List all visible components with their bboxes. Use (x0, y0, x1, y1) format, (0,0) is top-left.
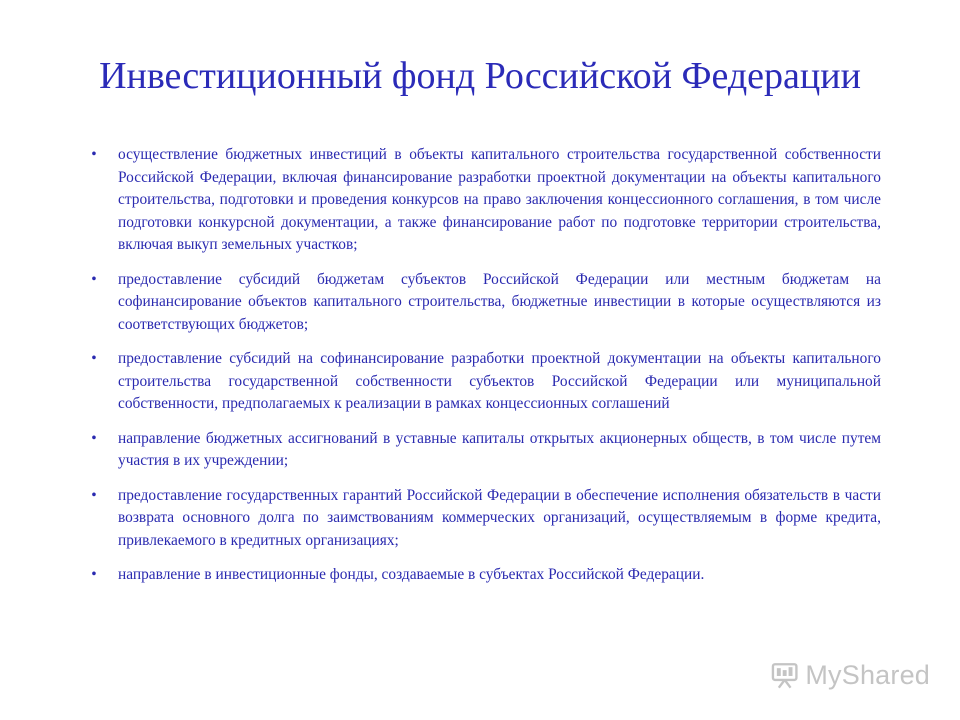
bullet-marker: • (91, 146, 97, 163)
bullet-item (91, 564, 881, 587)
bullet-text: предоставление государственных гарантий Российской Федерации в обеспечение исполнения обязательств в части возврата основного долга по заимствованиям коммерческих организаций, осуществляемым в форме кредита, привлекаемого в кредитных организациях; (118, 486, 881, 549)
bullet-text: предоставление субсидий на софинансирование разработки проектной документации на объекты капитального строительства государственной собственности субъектов Российской Федерации или муниципальной собственности, предполагаемых к реализации в рамках концессионных соглашений (118, 350, 881, 412)
bullet-marker: • (91, 429, 97, 447)
bullet-text: осуществление бюджетных инвестиций в объекты капитального строительства государственной собственности Российской Федерации, включая финансирование разработки проектной документации на объекты капитального строительства, подготовки и проведения конкурсов на право заключения концессионного соглашения, в том числе подготовки конкурсной документации, а также финансирование работ по подготовке территории строительства, включая выкуп земельных участков; (118, 146, 881, 253)
presentation-screen-icon (770, 660, 799, 690)
bullet-item (91, 485, 881, 553)
bullet-list (0, 144, 960, 599)
bullet-text: направление в инвестиционные фонды, создаваемые в субъектах Российской Федерации. (118, 566, 705, 583)
watermark-text: MyShared (805, 660, 930, 690)
bullet-item (91, 428, 881, 473)
bullet-item (91, 144, 881, 257)
myshared-watermark (770, 657, 930, 693)
bullet-marker: • (91, 270, 97, 288)
bullet-item (91, 348, 881, 416)
bullet-item (91, 269, 881, 337)
bullet-marker: • (91, 566, 97, 583)
bullet-text: предоставление субсидий бюджетам субъектов Российской Федерации или местным бюджетам на софинансирование объектов капитального строительства, бюджетные инвестиции в которые осуществляются из соответствующих бюджетов; (118, 270, 881, 333)
bullet-marker: • (91, 486, 97, 504)
bullet-marker: • (91, 350, 97, 367)
slide-title: Инвестиционный фонд Российской Федерации (99, 55, 861, 97)
bullet-text: направление бюджетных ассигнований в уставные капиталы открытых акционерных обществ, в том числе путем участия в их учреждении; (118, 429, 881, 469)
